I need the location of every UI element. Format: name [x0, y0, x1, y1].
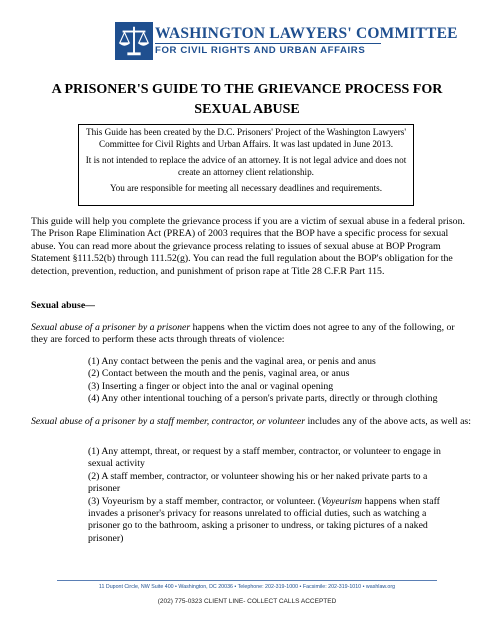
staff-abuse-text: includes any of the above acts, as well as: [305, 416, 471, 427]
staff-abuse-term: Sexual abuse of a prisoner by a staff member, contractor, or volunteer [31, 416, 306, 427]
intro-paragraph: This guide will help you complete the grievance process if you are a victim of sexual abuse in a federal prison. The Prison Rape Elimination Act (PREA) of 2003 requires that the BOP have a specific process for sexual abuse. You can read more about the grievance process relating to issues of sexual abuse at BOP Program Statement §111.52(b) through 111.52(g). You can read the full regulation about the BOP's obligation for the detection, prevention, reduction, and punishment of prison rape at Title 28 C.F.R Part 115. [31, 216, 465, 277]
org-tagline: FOR CIVIL RIGHTS AND URBAN AFFAIRS [155, 45, 366, 56]
list-item: (1) Any attempt, threat, or request by a staff member, contractor, or volunteer to engage in sexual activity [88, 446, 441, 470]
notice-paragraph-3: You are responsible for meeting all necessary deadlines and requirements. [109, 183, 383, 193]
notice-box [78, 124, 414, 206]
staff-abuse-list [88, 446, 448, 545]
footer-divider [57, 580, 437, 581]
list-item: (2) A staff member, contractor, or volunteer showing his or her naked private parts to a prisoner [88, 470, 428, 495]
prisoner-abuse-term: Sexual abuse of a prisoner by a prisoner [31, 322, 191, 333]
header-divider [155, 43, 381, 44]
list-item: (3) Inserting a finger or object into the anal or vaginal opening [88, 380, 334, 392]
notice-paragraph-2: It is not intended to replace the advice of an attorney. It is not legal advice and does not create an attorney client relationship. [85, 155, 407, 177]
prisoner-abuse-list [88, 356, 478, 406]
scales-of-justice-logo [115, 22, 153, 60]
voyeurism-definition: happens when staff invades a prisoner's privacy for reasons unrelated to official duties, such as watching a prisoner go to the bathroom, asking a prisoner to undress, or taking pictures of a naked prisoner) [88, 495, 440, 544]
title-line-1: A PRISONER'S GUIDE TO THE GRIEVANCE PROCESS FOR [51, 82, 443, 97]
title-line-2: SEXUAL ABUSE [194, 102, 300, 117]
list-item: (2) Contact between the mouth and the penis, vaginal area, or anus [88, 368, 350, 380]
voyeurism-lead: (3) Voyeurism by a staff member, contractor, or volunteer. ( [88, 495, 322, 507]
prisoner-abuse-definition [31, 322, 471, 347]
footer-contact-line: 11 Dupont Circle, NW Suite 400 • Washington, DC 20036 • Telephone: 202-319-1000 • Facsimile: 202-319-1010 • washlaw.org [98, 584, 396, 590]
document-title [30, 80, 464, 120]
list-item [88, 496, 448, 546]
prisoner-abuse-text: happens when the victim does not agree to any of the following, or they are forced to perform these acts through threats of violence: [31, 322, 455, 346]
org-name: WASHINGTON LAWYERS' COMMITTEE [155, 25, 458, 42]
section-heading: Sexual abuse— [31, 300, 95, 311]
list-item: (4) Any other intentional touching of a person's private parts, directly or through clothing [88, 393, 438, 405]
staff-abuse-definition [31, 416, 471, 428]
notice-paragraph-1: This Guide has been created by the D.C. Prisoners' Project of the Washington Lawyers' Committee for Civil Rights and Urban Affairs. It was last updated in June 2013. [85, 127, 407, 149]
client-hotline: (202) 775-0323 CLIENT LINE- COLLECT CALLS ACCEPTED [157, 598, 337, 605]
voyeurism-term: Voyeurism [321, 495, 363, 507]
list-item: (1) Any contact between the penis and the vaginal area, or penis and anus [88, 356, 376, 367]
